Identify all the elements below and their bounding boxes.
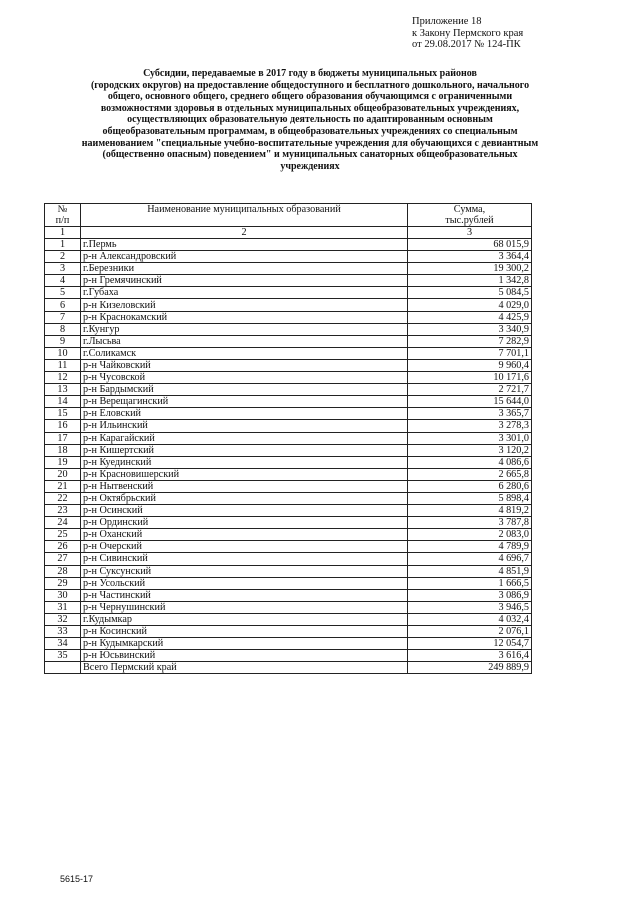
table-row bbox=[45, 372, 532, 384]
title-line: учреждениях bbox=[280, 160, 340, 172]
column-index: 3 bbox=[408, 227, 532, 239]
municipality-name: г.Пермь bbox=[81, 239, 408, 251]
municipality-name: р-н Кизеловский bbox=[81, 299, 408, 311]
subsidy-sum: 10 171,6 bbox=[408, 372, 532, 384]
row-number: 11 bbox=[45, 359, 81, 371]
subsidy-sum: 4 696,7 bbox=[408, 553, 532, 565]
subsidy-sum: 3 301,0 bbox=[408, 432, 532, 444]
table-row bbox=[45, 505, 532, 517]
municipality-name: р-н Очерский bbox=[81, 541, 408, 553]
subsidy-sum: 4 032,4 bbox=[408, 613, 532, 625]
municipality-name: р-н Карагайский bbox=[81, 432, 408, 444]
table-row bbox=[45, 432, 532, 444]
column-index: 2 bbox=[81, 227, 408, 239]
municipality-name: р-н Косинский bbox=[81, 626, 408, 638]
header-number-symbol: № bbox=[57, 204, 68, 215]
table-row bbox=[45, 650, 532, 662]
title-line: общеобразовательным программам, в общеобразовательных учреждениях со специальным bbox=[102, 125, 518, 137]
row-number: 16 bbox=[45, 420, 81, 432]
row-number: 31 bbox=[45, 601, 81, 613]
table-row bbox=[45, 335, 532, 347]
table-row bbox=[45, 541, 532, 553]
municipality-name: г.Кудымкар bbox=[81, 613, 408, 625]
table-row bbox=[45, 396, 532, 408]
municipality-name: р-н Частинский bbox=[81, 589, 408, 601]
row-number: 21 bbox=[45, 480, 81, 492]
municipality-name: р-н Чернушинский bbox=[81, 601, 408, 613]
table-row bbox=[45, 347, 532, 359]
municipality-name: р-н Суксунский bbox=[81, 565, 408, 577]
title-line: общего, основного общего, среднего общего образования обучающимся с ограниченными bbox=[107, 91, 513, 103]
table-row bbox=[45, 263, 532, 275]
row-number: 7 bbox=[45, 311, 81, 323]
subsidy-sum: 7 282,9 bbox=[408, 335, 532, 347]
row-number: 17 bbox=[45, 432, 81, 444]
subsidy-sum: 3 616,4 bbox=[408, 650, 532, 662]
total-sum: 249 889,9 bbox=[408, 662, 532, 674]
row-number: 30 bbox=[45, 589, 81, 601]
municipality-name: р-н Нытвенский bbox=[81, 480, 408, 492]
row-number: 35 bbox=[45, 650, 81, 662]
row-number: 2 bbox=[45, 251, 81, 263]
appendix-number: Приложение 18 bbox=[412, 16, 482, 27]
table-row bbox=[45, 323, 532, 335]
row-number: 20 bbox=[45, 468, 81, 480]
municipality-name: р-н Осинский bbox=[81, 505, 408, 517]
municipality-name: р-н Сивинский bbox=[81, 553, 408, 565]
column-index: 1 bbox=[45, 227, 81, 239]
total-label: Всего Пермский край bbox=[81, 662, 408, 674]
subsidy-sum: 3 278,3 bbox=[408, 420, 532, 432]
table-row bbox=[45, 492, 532, 504]
row-number: 19 bbox=[45, 456, 81, 468]
subsidy-sum: 3 364,4 bbox=[408, 251, 532, 263]
subsidy-sum: 4 851,9 bbox=[408, 565, 532, 577]
row-number: 33 bbox=[45, 626, 81, 638]
municipality-name: г.Березники bbox=[81, 263, 408, 275]
title-line: (городских округов) на предоставление общедоступного и бесплатного дошкольного, начального bbox=[90, 79, 530, 91]
total-row bbox=[45, 662, 532, 674]
subsidy-sum: 1 666,5 bbox=[408, 577, 532, 589]
municipality-name: р-н Верещагинский bbox=[81, 396, 408, 408]
subsidy-sum: 3 787,8 bbox=[408, 517, 532, 529]
title-line: возможностями здоровья в отдельных муниципальных общеобразовательных учреждениях, bbox=[100, 102, 520, 114]
table-row bbox=[45, 577, 532, 589]
table-row bbox=[45, 299, 532, 311]
subsidy-sum: 5 898,4 bbox=[408, 492, 532, 504]
table-row bbox=[45, 589, 532, 601]
row-number: 18 bbox=[45, 444, 81, 456]
row-number: 3 bbox=[45, 263, 81, 275]
table-body bbox=[45, 239, 532, 662]
municipality-name: р-н Чайковский bbox=[81, 359, 408, 371]
municipality-name: р-н Красновишерский bbox=[81, 468, 408, 480]
subsidy-sum: 3 340,9 bbox=[408, 323, 532, 335]
row-number: 12 bbox=[45, 372, 81, 384]
subsidy-sum: 5 084,5 bbox=[408, 287, 532, 299]
municipality-name: р-н Кишертский bbox=[81, 444, 408, 456]
document-code: 5615-17 bbox=[60, 874, 94, 884]
row-number: 29 bbox=[45, 577, 81, 589]
header-municipality: Наименование муниципальных образований bbox=[81, 204, 408, 227]
table-row bbox=[45, 444, 532, 456]
subsidy-sum: 4 789,9 bbox=[408, 541, 532, 553]
table-row bbox=[45, 287, 532, 299]
row-number: 6 bbox=[45, 299, 81, 311]
subsidy-sum: 4 029,0 bbox=[408, 299, 532, 311]
subsidy-sum: 9 960,4 bbox=[408, 359, 532, 371]
subsidy-sum: 2 665,8 bbox=[408, 468, 532, 480]
row-number: 1 bbox=[45, 239, 81, 251]
table-row bbox=[45, 311, 532, 323]
municipality-name: р-н Александровский bbox=[81, 251, 408, 263]
subsidy-sum: 4 819,2 bbox=[408, 505, 532, 517]
column-index-row bbox=[45, 227, 532, 239]
table-row bbox=[45, 638, 532, 650]
municipality-name: р-н Краснокамский bbox=[81, 311, 408, 323]
subsidy-sum: 12 054,7 bbox=[408, 638, 532, 650]
subsidy-sum: 6 280,6 bbox=[408, 480, 532, 492]
municipality-name: г.Губаха bbox=[81, 287, 408, 299]
header-sum bbox=[408, 204, 532, 227]
row-number: 8 bbox=[45, 323, 81, 335]
row-number: 34 bbox=[45, 638, 81, 650]
table-row bbox=[45, 626, 532, 638]
subsidy-sum: 1 342,8 bbox=[408, 275, 532, 287]
municipality-name: р-н Еловский bbox=[81, 408, 408, 420]
table-row bbox=[45, 359, 532, 371]
municipality-name: р-н Бардымский bbox=[81, 384, 408, 396]
subsidy-sum: 15 644,0 bbox=[408, 396, 532, 408]
row-number: 22 bbox=[45, 492, 81, 504]
document-title bbox=[30, 68, 590, 172]
subsidy-sum: 3 086,9 bbox=[408, 589, 532, 601]
table-row bbox=[45, 553, 532, 565]
municipality-name: р-н Куединский bbox=[81, 456, 408, 468]
subsidy-sum: 3 365,7 bbox=[408, 408, 532, 420]
table-row bbox=[45, 565, 532, 577]
row-number: 27 bbox=[45, 553, 81, 565]
table-row bbox=[45, 275, 532, 287]
municipality-name: р-н Октябрьский bbox=[81, 492, 408, 504]
row-number: 32 bbox=[45, 613, 81, 625]
table-row bbox=[45, 601, 532, 613]
municipality-name: г.Кунгур bbox=[81, 323, 408, 335]
municipality-name: р-н Оханский bbox=[81, 529, 408, 541]
subsidy-sum: 3 946,5 bbox=[408, 601, 532, 613]
municipality-name: р-н Усольский bbox=[81, 577, 408, 589]
subsidy-sum: 4 425,9 bbox=[408, 311, 532, 323]
row-number: 4 bbox=[45, 275, 81, 287]
header-sum-unit: тыс.рублей bbox=[445, 215, 494, 226]
subsidy-sum: 3 120,2 bbox=[408, 444, 532, 456]
municipality-name: р-н Чусовской bbox=[81, 372, 408, 384]
row-number: 24 bbox=[45, 517, 81, 529]
municipality-name: г.Соликамск bbox=[81, 347, 408, 359]
subsidy-sum: 7 701,1 bbox=[408, 347, 532, 359]
table-row bbox=[45, 384, 532, 396]
subsidy-sum: 68 015,9 bbox=[408, 239, 532, 251]
municipality-name: р-н Ординский bbox=[81, 517, 408, 529]
subsidy-sum: 19 300,2 bbox=[408, 263, 532, 275]
total-num-cell bbox=[45, 662, 81, 674]
row-number: 5 bbox=[45, 287, 81, 299]
subsidy-sum: 2 083,0 bbox=[408, 529, 532, 541]
municipality-name: р-н Юсьвинский bbox=[81, 650, 408, 662]
row-number: 14 bbox=[45, 396, 81, 408]
table-row bbox=[45, 480, 532, 492]
subsidy-sum: 2 721,7 bbox=[408, 384, 532, 396]
row-number: 15 bbox=[45, 408, 81, 420]
title-line: (общественно опасным) поведением" и муниципальных санаторных общеобразовательных bbox=[102, 149, 518, 161]
appendix-header bbox=[412, 16, 523, 51]
subsidy-sum: 2 076,1 bbox=[408, 626, 532, 638]
table-row bbox=[45, 529, 532, 541]
row-number: 26 bbox=[45, 541, 81, 553]
row-number: 13 bbox=[45, 384, 81, 396]
title-line: осуществляющих образовательную деятельность по адаптированным основным bbox=[127, 114, 493, 126]
appendix-law-ref: к Закону Пермского края bbox=[412, 27, 524, 39]
municipality-name: р-н Гремячинский bbox=[81, 275, 408, 287]
table-row bbox=[45, 239, 532, 251]
title-line: Субсидии, передаваемые в 2017 году в бюджеты муниципальных районов bbox=[143, 68, 477, 79]
appendix-law-date: от 29.08.2017 № 124-ПК bbox=[412, 39, 521, 50]
row-number: 25 bbox=[45, 529, 81, 541]
subsidies-table bbox=[44, 203, 532, 674]
row-number: 9 bbox=[45, 335, 81, 347]
table-row bbox=[45, 251, 532, 263]
municipality-name: г.Лысьва bbox=[81, 335, 408, 347]
header-number-abbr: п/п bbox=[55, 215, 70, 226]
table-header-row bbox=[45, 204, 532, 227]
table-row bbox=[45, 613, 532, 625]
header-sum-label: Сумма, bbox=[453, 204, 486, 215]
row-number: 23 bbox=[45, 505, 81, 517]
table-row bbox=[45, 468, 532, 480]
table-row bbox=[45, 420, 532, 432]
header-number bbox=[45, 204, 81, 227]
table-row bbox=[45, 456, 532, 468]
municipality-name: р-н Кудымкарский bbox=[81, 638, 408, 650]
row-number: 10 bbox=[45, 347, 81, 359]
title-line: наименованием "специальные учебно-воспитательные учреждения для обучающихся с девиантным bbox=[81, 137, 539, 149]
municipality-name: р-н Ильинский bbox=[81, 420, 408, 432]
table-row bbox=[45, 517, 532, 529]
table-row bbox=[45, 408, 532, 420]
row-number: 28 bbox=[45, 565, 81, 577]
subsidy-sum: 4 086,6 bbox=[408, 456, 532, 468]
